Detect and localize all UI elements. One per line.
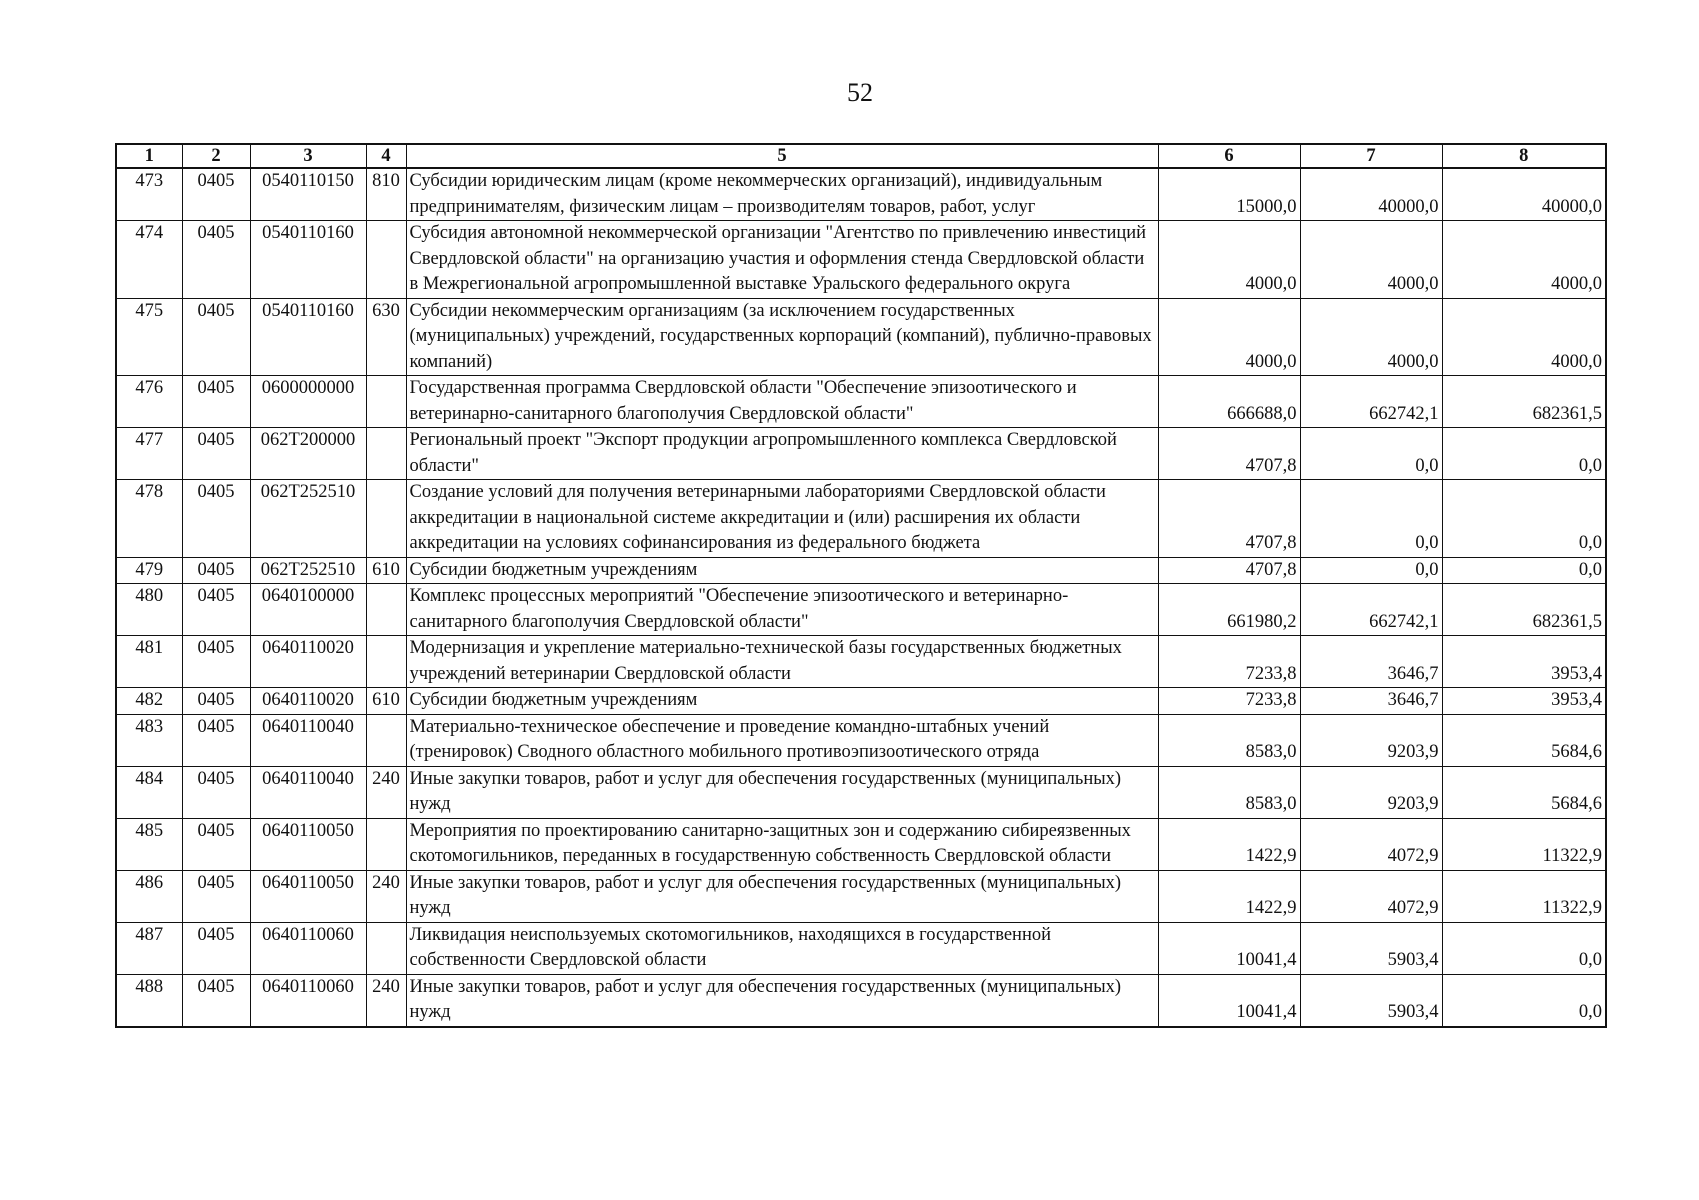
header-col-4: 4 <box>366 144 406 168</box>
section-code-cell: 0405 <box>182 298 250 376</box>
amount-year2-cell: 9203,9 <box>1300 714 1442 766</box>
amount-year1-cell: 666688,0 <box>1158 376 1300 428</box>
row-number-cell: 478 <box>116 480 182 558</box>
expense-type-cell <box>366 584 406 636</box>
expense-type-cell <box>366 818 406 870</box>
amount-year3-cell: 0,0 <box>1442 428 1606 480</box>
amount-year3-cell: 11322,9 <box>1442 818 1606 870</box>
table-row <box>116 221 1606 299</box>
amount-year1-cell: 15000,0 <box>1158 168 1300 221</box>
table-row <box>116 428 1606 480</box>
header-col-1: 1 <box>116 144 182 168</box>
target-code-cell: 0640110020 <box>250 636 366 688</box>
description-cell: Субсидии некоммерческим организациям (за исключением государственных (муниципальных) учреждений, государственных корпораций (компаний), публично-правовых компаний) <box>406 298 1158 376</box>
description-cell: Иные закупки товаров, работ и услуг для обеспечения государственных (муниципальных) нужд <box>406 766 1158 818</box>
header-col-6: 6 <box>1158 144 1300 168</box>
section-code-cell: 0405 <box>182 428 250 480</box>
expense-type-cell <box>366 714 406 766</box>
amount-year3-cell: 0,0 <box>1442 557 1606 584</box>
table-row <box>116 688 1606 715</box>
row-number-cell: 484 <box>116 766 182 818</box>
amount-year3-cell: 3953,4 <box>1442 688 1606 715</box>
amount-year1-cell: 7233,8 <box>1158 636 1300 688</box>
section-code-cell: 0405 <box>182 168 250 221</box>
target-code-cell: 062T252510 <box>250 557 366 584</box>
amount-year2-cell: 9203,9 <box>1300 766 1442 818</box>
table-row <box>116 870 1606 922</box>
table-row <box>116 714 1606 766</box>
section-code-cell: 0405 <box>182 818 250 870</box>
description-cell: Субсидия автономной некоммерческой организации "Агентство по привлечению инвестиций Свердловской области" на организацию участия и оформления стенда Свердловской области в Межрегиональной агропромышленной выставке Уральского федерального округа <box>406 221 1158 299</box>
section-code-cell: 0405 <box>182 584 250 636</box>
amount-year2-cell: 0,0 <box>1300 428 1442 480</box>
amount-year1-cell: 8583,0 <box>1158 714 1300 766</box>
expense-type-cell <box>366 221 406 299</box>
amount-year2-cell: 5903,4 <box>1300 974 1442 1027</box>
expense-type-cell: 610 <box>366 557 406 584</box>
amount-year3-cell: 0,0 <box>1442 480 1606 558</box>
expense-type-cell <box>366 376 406 428</box>
amount-year1-cell: 10041,4 <box>1158 922 1300 974</box>
row-number-cell: 480 <box>116 584 182 636</box>
section-code-cell: 0405 <box>182 974 250 1027</box>
expense-type-cell <box>366 428 406 480</box>
expense-type-cell: 630 <box>366 298 406 376</box>
amount-year2-cell: 4000,0 <box>1300 298 1442 376</box>
amount-year3-cell: 0,0 <box>1442 974 1606 1027</box>
target-code-cell: 0640110040 <box>250 766 366 818</box>
amount-year2-cell: 662742,1 <box>1300 376 1442 428</box>
target-code-cell: 0540110150 <box>250 168 366 221</box>
table-body <box>116 168 1606 1027</box>
target-code-cell: 0600000000 <box>250 376 366 428</box>
expense-type-cell: 810 <box>366 168 406 221</box>
section-code-cell: 0405 <box>182 221 250 299</box>
amount-year2-cell: 0,0 <box>1300 480 1442 558</box>
amount-year1-cell: 10041,4 <box>1158 974 1300 1027</box>
target-code-cell: 0640110040 <box>250 714 366 766</box>
table-row <box>116 584 1606 636</box>
amount-year2-cell: 5903,4 <box>1300 922 1442 974</box>
table-row <box>116 818 1606 870</box>
description-cell: Иные закупки товаров, работ и услуг для обеспечения государственных (муниципальных) нужд <box>406 974 1158 1027</box>
description-cell: Субсидии бюджетным учреждениям <box>406 557 1158 584</box>
description-cell: Комплекс процессных мероприятий "Обеспечение эпизоотического и ветеринарно-санитарного благополучия Свердловской области" <box>406 584 1158 636</box>
amount-year2-cell: 40000,0 <box>1300 168 1442 221</box>
target-code-cell: 0640110060 <box>250 974 366 1027</box>
section-code-cell: 0405 <box>182 376 250 428</box>
section-code-cell: 0405 <box>182 714 250 766</box>
header-col-7: 7 <box>1300 144 1442 168</box>
row-number-cell: 485 <box>116 818 182 870</box>
header-col-3: 3 <box>250 144 366 168</box>
section-code-cell: 0405 <box>182 480 250 558</box>
section-code-cell: 0405 <box>182 766 250 818</box>
amount-year3-cell: 682361,5 <box>1442 376 1606 428</box>
target-code-cell: 062T200000 <box>250 428 366 480</box>
expense-type-cell: 610 <box>366 688 406 715</box>
amount-year3-cell: 4000,0 <box>1442 221 1606 299</box>
header-col-8: 8 <box>1442 144 1606 168</box>
table-row <box>116 557 1606 584</box>
amount-year3-cell: 682361,5 <box>1442 584 1606 636</box>
description-cell: Субсидии бюджетным учреждениям <box>406 688 1158 715</box>
target-code-cell: 062T252510 <box>250 480 366 558</box>
table-row <box>116 298 1606 376</box>
section-code-cell: 0405 <box>182 870 250 922</box>
expense-type-cell <box>366 922 406 974</box>
header-col-5: 5 <box>406 144 1158 168</box>
amount-year3-cell: 11322,9 <box>1442 870 1606 922</box>
description-cell: Мероприятия по проектированию санитарно-защитных зон и содержанию сибиреязвенных скотомогильников, переданных в государственную собственность Свердловской области <box>406 818 1158 870</box>
table-row <box>116 974 1606 1027</box>
row-number-cell: 487 <box>116 922 182 974</box>
expense-type-cell: 240 <box>366 870 406 922</box>
row-number-cell: 474 <box>116 221 182 299</box>
amount-year2-cell: 4072,9 <box>1300 870 1442 922</box>
amount-year2-cell: 4072,9 <box>1300 818 1442 870</box>
amount-year1-cell: 4707,8 <box>1158 428 1300 480</box>
target-code-cell: 0640110020 <box>250 688 366 715</box>
page-number: 52 <box>847 78 873 107</box>
description-cell: Иные закупки товаров, работ и услуг для обеспечения государственных (муниципальных) нужд <box>406 870 1158 922</box>
expense-type-cell: 240 <box>366 766 406 818</box>
row-number-cell: 475 <box>116 298 182 376</box>
amount-year3-cell: 0,0 <box>1442 922 1606 974</box>
amount-year2-cell: 3646,7 <box>1300 688 1442 715</box>
amount-year3-cell: 5684,6 <box>1442 766 1606 818</box>
row-number-cell: 483 <box>116 714 182 766</box>
row-number-cell: 486 <box>116 870 182 922</box>
description-cell: Материально-техническое обеспечение и проведение командно-штабных учений (тренировок) Сводного областного мобильного противоэпизоотического отряда <box>406 714 1158 766</box>
row-number-cell: 479 <box>116 557 182 584</box>
amount-year1-cell: 4707,8 <box>1158 557 1300 584</box>
target-code-cell: 0640110050 <box>250 818 366 870</box>
row-number-cell: 477 <box>116 428 182 480</box>
table-row <box>116 636 1606 688</box>
row-number-cell: 481 <box>116 636 182 688</box>
amount-year1-cell: 661980,2 <box>1158 584 1300 636</box>
table-row <box>116 766 1606 818</box>
amount-year2-cell: 4000,0 <box>1300 221 1442 299</box>
table-header <box>116 144 1606 168</box>
amount-year3-cell: 5684,6 <box>1442 714 1606 766</box>
description-cell: Ликвидация неиспользуемых скотомогильников, находящихся в государственной собственности Свердловской области <box>406 922 1158 974</box>
amount-year3-cell: 4000,0 <box>1442 298 1606 376</box>
section-code-cell: 0405 <box>182 688 250 715</box>
target-code-cell: 0640110050 <box>250 870 366 922</box>
table-row <box>116 480 1606 558</box>
row-number-cell: 476 <box>116 376 182 428</box>
description-cell: Модернизация и укрепление материально-технической базы государственных бюджетных учреждений ветеринарии Свердловской области <box>406 636 1158 688</box>
target-code-cell: 0540110160 <box>250 298 366 376</box>
header-row <box>116 144 1606 168</box>
target-code-cell: 0640100000 <box>250 584 366 636</box>
target-code-cell: 0640110060 <box>250 922 366 974</box>
table-row <box>116 376 1606 428</box>
expense-type-cell: 240 <box>366 974 406 1027</box>
row-number-cell: 482 <box>116 688 182 715</box>
section-code-cell: 0405 <box>182 557 250 584</box>
table-row <box>116 922 1606 974</box>
row-number-cell: 488 <box>116 974 182 1027</box>
target-code-cell: 0540110160 <box>250 221 366 299</box>
header-col-2: 2 <box>182 144 250 168</box>
description-cell: Государственная программа Свердловской области "Обеспечение эпизоотического и ветеринарно-санитарного благополучия Свердловской области" <box>406 376 1158 428</box>
amount-year3-cell: 3953,4 <box>1442 636 1606 688</box>
amount-year2-cell: 0,0 <box>1300 557 1442 584</box>
amount-year1-cell: 1422,9 <box>1158 818 1300 870</box>
description-cell: Региональный проект "Экспорт продукции агропромышленного комплекса Свердловской области" <box>406 428 1158 480</box>
budget-table <box>115 143 1607 1028</box>
row-number-cell: 473 <box>116 168 182 221</box>
amount-year2-cell: 662742,1 <box>1300 584 1442 636</box>
description-cell: Субсидии юридическим лицам (кроме некоммерческих организаций), индивидуальным предпринимателям, физическим лицам – производителям товаров, работ, услуг <box>406 168 1158 221</box>
amount-year1-cell: 4000,0 <box>1158 221 1300 299</box>
expense-type-cell <box>366 480 406 558</box>
amount-year1-cell: 7233,8 <box>1158 688 1300 715</box>
amount-year1-cell: 1422,9 <box>1158 870 1300 922</box>
section-code-cell: 0405 <box>182 636 250 688</box>
amount-year1-cell: 4000,0 <box>1158 298 1300 376</box>
amount-year1-cell: 4707,8 <box>1158 480 1300 558</box>
section-code-cell: 0405 <box>182 922 250 974</box>
amount-year1-cell: 8583,0 <box>1158 766 1300 818</box>
amount-year3-cell: 40000,0 <box>1442 168 1606 221</box>
table-row <box>116 168 1606 221</box>
expense-type-cell <box>366 636 406 688</box>
amount-year2-cell: 3646,7 <box>1300 636 1442 688</box>
description-cell: Создание условий для получения ветеринарными лабораториями Свердловской области аккредитации в национальной системе аккредитации и (или) расширения их области аккредитации на условиях софинансирования из федерального бюджета <box>406 480 1158 558</box>
